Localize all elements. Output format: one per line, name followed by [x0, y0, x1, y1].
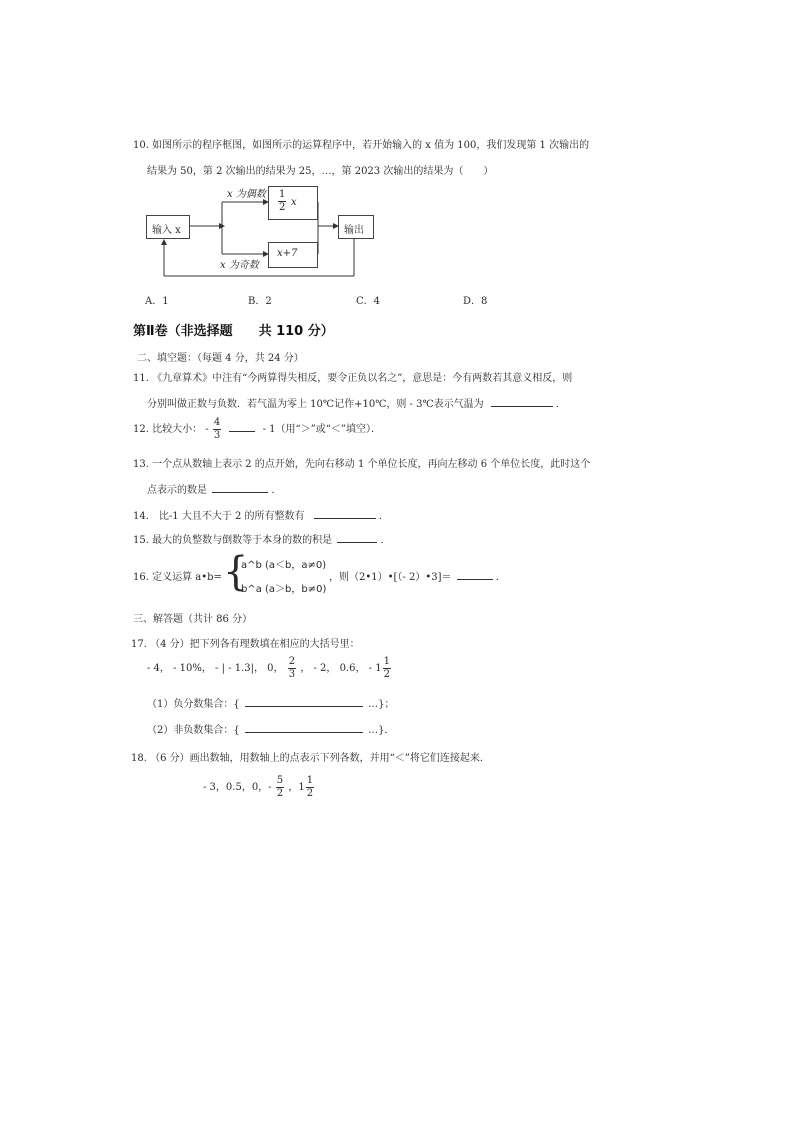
odd-label: x 为奇数	[220, 260, 259, 271]
q10-line2: 结果为 50，第 2 次输出的结果为 25，…，第 2023 次输出的结果为（ ）	[147, 166, 494, 177]
option-a: A．1	[145, 296, 169, 307]
question-15: 15. 最大的负整数与倒数等于本身的数的积是 ．	[133, 531, 390, 546]
q18-title: 18. （6 分）画出数轴，用数轴上的点表示下列各数，并用“＜”将它们连接起来．	[131, 753, 490, 764]
q13-line1: 13. 一个点从数轴上表示 2 的点开始，先向右移动 1 个单位长度，再向左移动 6 个单位长度，此时这个	[133, 459, 591, 470]
question-10	[0, 0, 794, 310]
solve-header: 三、解答题（共计 86 分）	[133, 614, 253, 625]
q11-line2: 分别叫做正数与负数．若气温为零上 10℃记作+10℃，则 - 3℃表示气温为 ．	[147, 395, 566, 410]
q18-numbers: - 3，0.5，0，- $\frac{5}{2}$ ，1 $\frac{1}{2}$	[203, 775, 314, 799]
q17-set1-blank[interactable]	[245, 696, 363, 707]
option-b: B．2	[248, 296, 272, 307]
question-14: 14. 比-1 大且不大于 2 的所有整数有 ．	[133, 507, 389, 522]
q16-suffix: ，则（2•1）•[（- 2）•3]＝ ．	[329, 568, 506, 583]
input-label: 输入 x	[152, 225, 181, 236]
q12-answer-blank[interactable]	[229, 421, 255, 432]
q10-line1: 10. 如图所示的程序框图，如图所示的运算程序中，若开始输入的 x 值为 100，我们发现第 1 次输出的	[133, 140, 590, 151]
fill-header: 二、填空题：（每题 4 分，共 24 分）	[137, 353, 304, 364]
q18-mixed-fraction: $\frac{1}{2}$	[306, 775, 314, 799]
q17-set2-blank[interactable]	[245, 722, 363, 733]
option-d: D．8	[463, 296, 488, 307]
half-fraction: $\frac{1}{2}$	[279, 189, 286, 213]
q16-answer-blank[interactable]	[457, 569, 493, 580]
plus7-label: x+7	[277, 248, 298, 259]
q14-answer-blank[interactable]	[314, 508, 376, 519]
q16-brace: {	[223, 549, 249, 595]
q16-case2: b^a (a＞b，b≠0)	[241, 584, 327, 595]
q17-title: 17. （4 分）把下列各有理数填在相应的大括号里：	[131, 639, 360, 650]
q18-fraction: $\frac{5}{2}$	[276, 775, 284, 799]
q11-line1: 11. 《九章算术》中注有“今两算得失相反，要令正负以名之”，意思是：今有两数若其意义相反，则	[133, 373, 573, 384]
q12-fraction: $\frac{4}{3}$	[213, 417, 221, 441]
output-box	[338, 215, 374, 239]
question-12: 12. 比较大小： - $\frac{4}{3}$ - 1（用“＞”或“＜”填空）．	[133, 417, 381, 441]
q12-prefix: 12. 比较大小：	[133, 424, 203, 435]
half-var: x	[291, 197, 297, 208]
even-label: x 为偶数	[227, 189, 266, 200]
section-2-title: 第Ⅱ卷（非选择题 共 110 分）	[133, 324, 334, 339]
q17-numbers: - 4， - 10%， - | - 1.3|， 0， $\frac{2}{3}$ ， - 2， 0.6， - 1 $\frac{1}{2}$	[147, 656, 390, 680]
flowchart	[140, 180, 380, 280]
q15-answer-blank[interactable]	[337, 532, 377, 543]
q16-case1: a^b (a＜b，a≠0)	[241, 560, 327, 571]
half-box	[268, 186, 318, 220]
q17-set2: （2）非负数集合：{ …}．	[147, 721, 394, 736]
option-c: C．4	[356, 296, 381, 307]
plus7-box	[268, 242, 318, 268]
q17-mixed-fraction: $\frac{1}{2}$	[383, 656, 390, 680]
q13-line2: 点表示的数是 ．	[147, 481, 281, 496]
q16-prefix: 16. 定义运算 a•b=	[133, 572, 222, 583]
q11-answer-blank[interactable]	[491, 396, 553, 407]
q17-fraction: $\frac{2}{3}$	[288, 656, 296, 680]
input-box	[146, 215, 190, 239]
q17-set1: （1）负分数集合：{ …}；	[147, 695, 394, 710]
q13-answer-blank[interactable]	[212, 482, 268, 493]
output-label: 输出	[344, 225, 364, 236]
